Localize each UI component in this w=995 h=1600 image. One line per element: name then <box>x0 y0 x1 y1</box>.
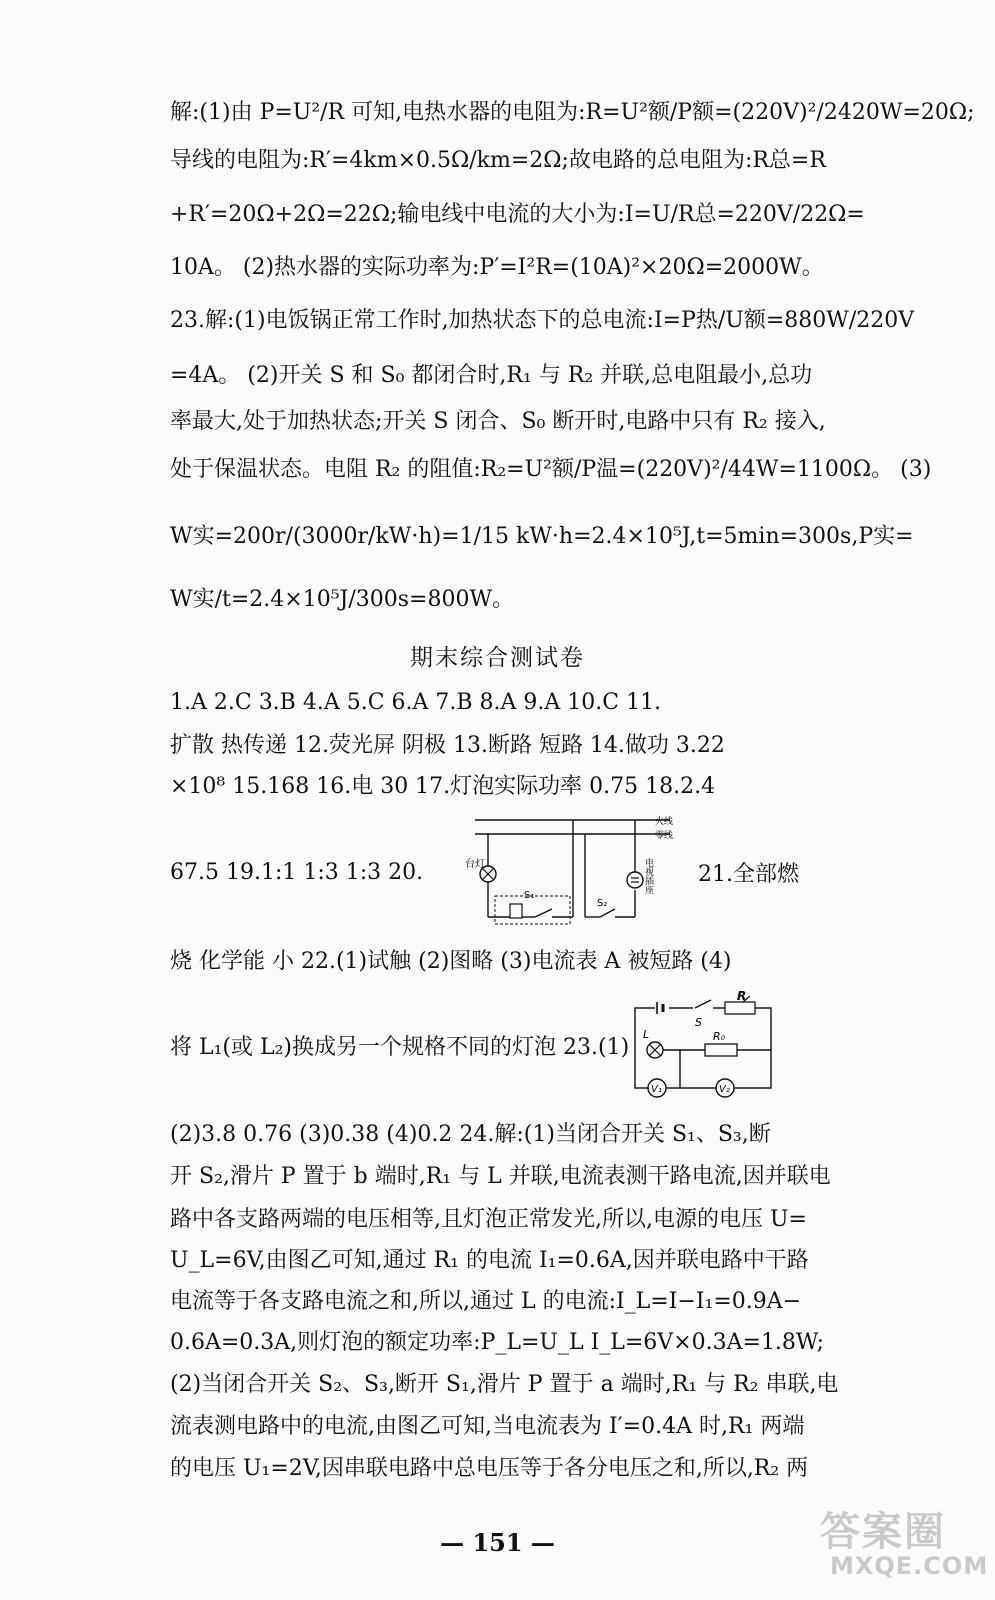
page-number: — 151 — <box>440 1528 555 1557</box>
resistor-r0-icon <box>705 1044 737 1056</box>
text-line: 的电压 U₁=2V,因串联电路中总电压等于各分电压之和,所以,R₂ 两 <box>170 1456 809 1481</box>
watermark-text: 答案圈 <box>820 1509 946 1555</box>
text-line: U_L=6V,由图乙可知,通过 R₁ 的电流 I₁=0.6A,因并联电路中干路 <box>170 1248 809 1273</box>
text-line: 将 L₁(或 L₂)换成另一个规格不同的灯泡 23.(1) <box>170 1035 630 1060</box>
text-line: 扩散 热传递 12.荧光屏 阴极 13.断路 短路 14.做功 3.22 <box>170 733 725 758</box>
section-title: 期末综合测试卷 <box>410 645 585 671</box>
switch-s1-icon <box>535 909 552 917</box>
bulb-l-label: L <box>643 1028 650 1041</box>
text-line: (2)3.8 0.76 (3)0.38 (4)0.2 24.解:(1)当闭合开关 S₁、S₃,断 <box>170 1122 771 1147</box>
tv-socket-icon <box>627 872 643 888</box>
live-wire-label: 火线 <box>655 817 674 827</box>
text-line: 0.6A=0.3A,则灯泡的额定功率:P_L=U_L I_L=6V×0.3A=1.8W; <box>170 1330 825 1355</box>
text-line: 路中各支路两端的电压相等,且灯泡正常发光,所以,电源的电压 U= <box>170 1207 807 1232</box>
text-line: +R′=20Ω+2Ω=22Ω;输电线中电流的大小为:I=U/R总=220V/22Ω= <box>170 202 865 227</box>
text-line: 烧 化学能 小 22.(1)试触 (2)图略 (3)电流表 A 被短路 (4) <box>170 949 732 974</box>
watermark-logo <box>820 1500 990 1595</box>
s2-label: S₂ <box>597 898 608 909</box>
text-line: 导线的电阻为:R′=4km×0.5Ω/km=2Ω;故电路的总电阻为:R总=R <box>170 148 826 173</box>
text-line: 开 S₂,滑片 P 置于 b 端时,R₁ 与 L 并联,电流表测干路电流,因并联电 <box>170 1164 831 1189</box>
text-line: 21.全部燃 <box>698 862 799 887</box>
text-line: 处于保温状态。电阻 R₂ 的阻值:R₂=U²额/P温=(220V)²/44W=1100Ω。 (3) <box>170 457 932 482</box>
switch-s-label: S <box>695 1016 702 1029</box>
rheostat-r-label: R <box>737 990 747 1003</box>
text-line: 电流等于各支路电流之和,所以,通过 L 的电流:I_L=I−I₁=0.9A− <box>170 1289 802 1314</box>
rheostat-r-icon <box>725 1002 755 1014</box>
text-line: 流表测电路中的电流,由图乙可知,当电流表为 I′=0.4A 时,R₁ 两端 <box>170 1414 805 1439</box>
text-line: =4A。 (2)开关 S 和 S₀ 都闭合时,R₁ 与 R₂ 并联,总电阻最小,总功 <box>170 363 813 388</box>
text-line: 解:(1)由 P=U²/R 可知,电热水器的电阻为:R=U²额/P额=(220V)²/2420W=20Ω; <box>170 100 975 125</box>
voltmeter-v2-label: V₂ <box>719 1084 730 1095</box>
text-line: 1.A 2.C 3.B 4.A 5.C 6.A 7.B 8.A 9.A 10.C 11. <box>170 690 662 715</box>
figure-20-circuit <box>460 812 690 932</box>
text-line: 率最大,处于加热状态;开关 S 闭合、S₀ 断开时,电路中只有 R₂ 接入, <box>170 409 826 434</box>
lamp-label: 台灯 <box>465 859 485 870</box>
neutral-wire-label: 零线 <box>655 831 674 841</box>
watermark-url: MXQE.COM <box>830 1552 989 1580</box>
text-line: (2)当闭合开关 S₂、S₃,断开 S₁,滑片 P 置于 a 端时,R₁ 与 R₂ 串联,电 <box>170 1372 839 1397</box>
text-line: ×10⁸ 15.168 16.电 30 17.灯泡实际功率 0.75 18.2.4 <box>170 774 716 799</box>
text-line: W实=200r/(3000r/kW·h)=1/15 kW·h=2.4×10⁵J,t=5min=300s,P实= <box>170 524 914 549</box>
tv-socket-label: 电视插座 <box>643 858 653 894</box>
s1-label: S₁ <box>524 890 535 901</box>
text-line: 67.5 19.1:1 1:3 1:3 20. <box>170 860 424 885</box>
figure-23-circuit <box>625 990 785 1102</box>
resistor-r0-label: R₀ <box>713 1030 726 1043</box>
text-line: W实/t=2.4×10⁵J/300s=800W。 <box>170 587 515 612</box>
voltmeter-v1-label: V₁ <box>651 1084 662 1095</box>
text-line: 10A。 (2)热水器的实际功率为:P′=I²R=(10A)²×20Ω=2000W。 <box>170 255 824 280</box>
switch-s2-icon <box>600 909 615 917</box>
text-line: 23.解:(1)电饭锅正常工作时,加热状态下的总电流:I=P热/U额=880W/220V <box>170 308 915 333</box>
